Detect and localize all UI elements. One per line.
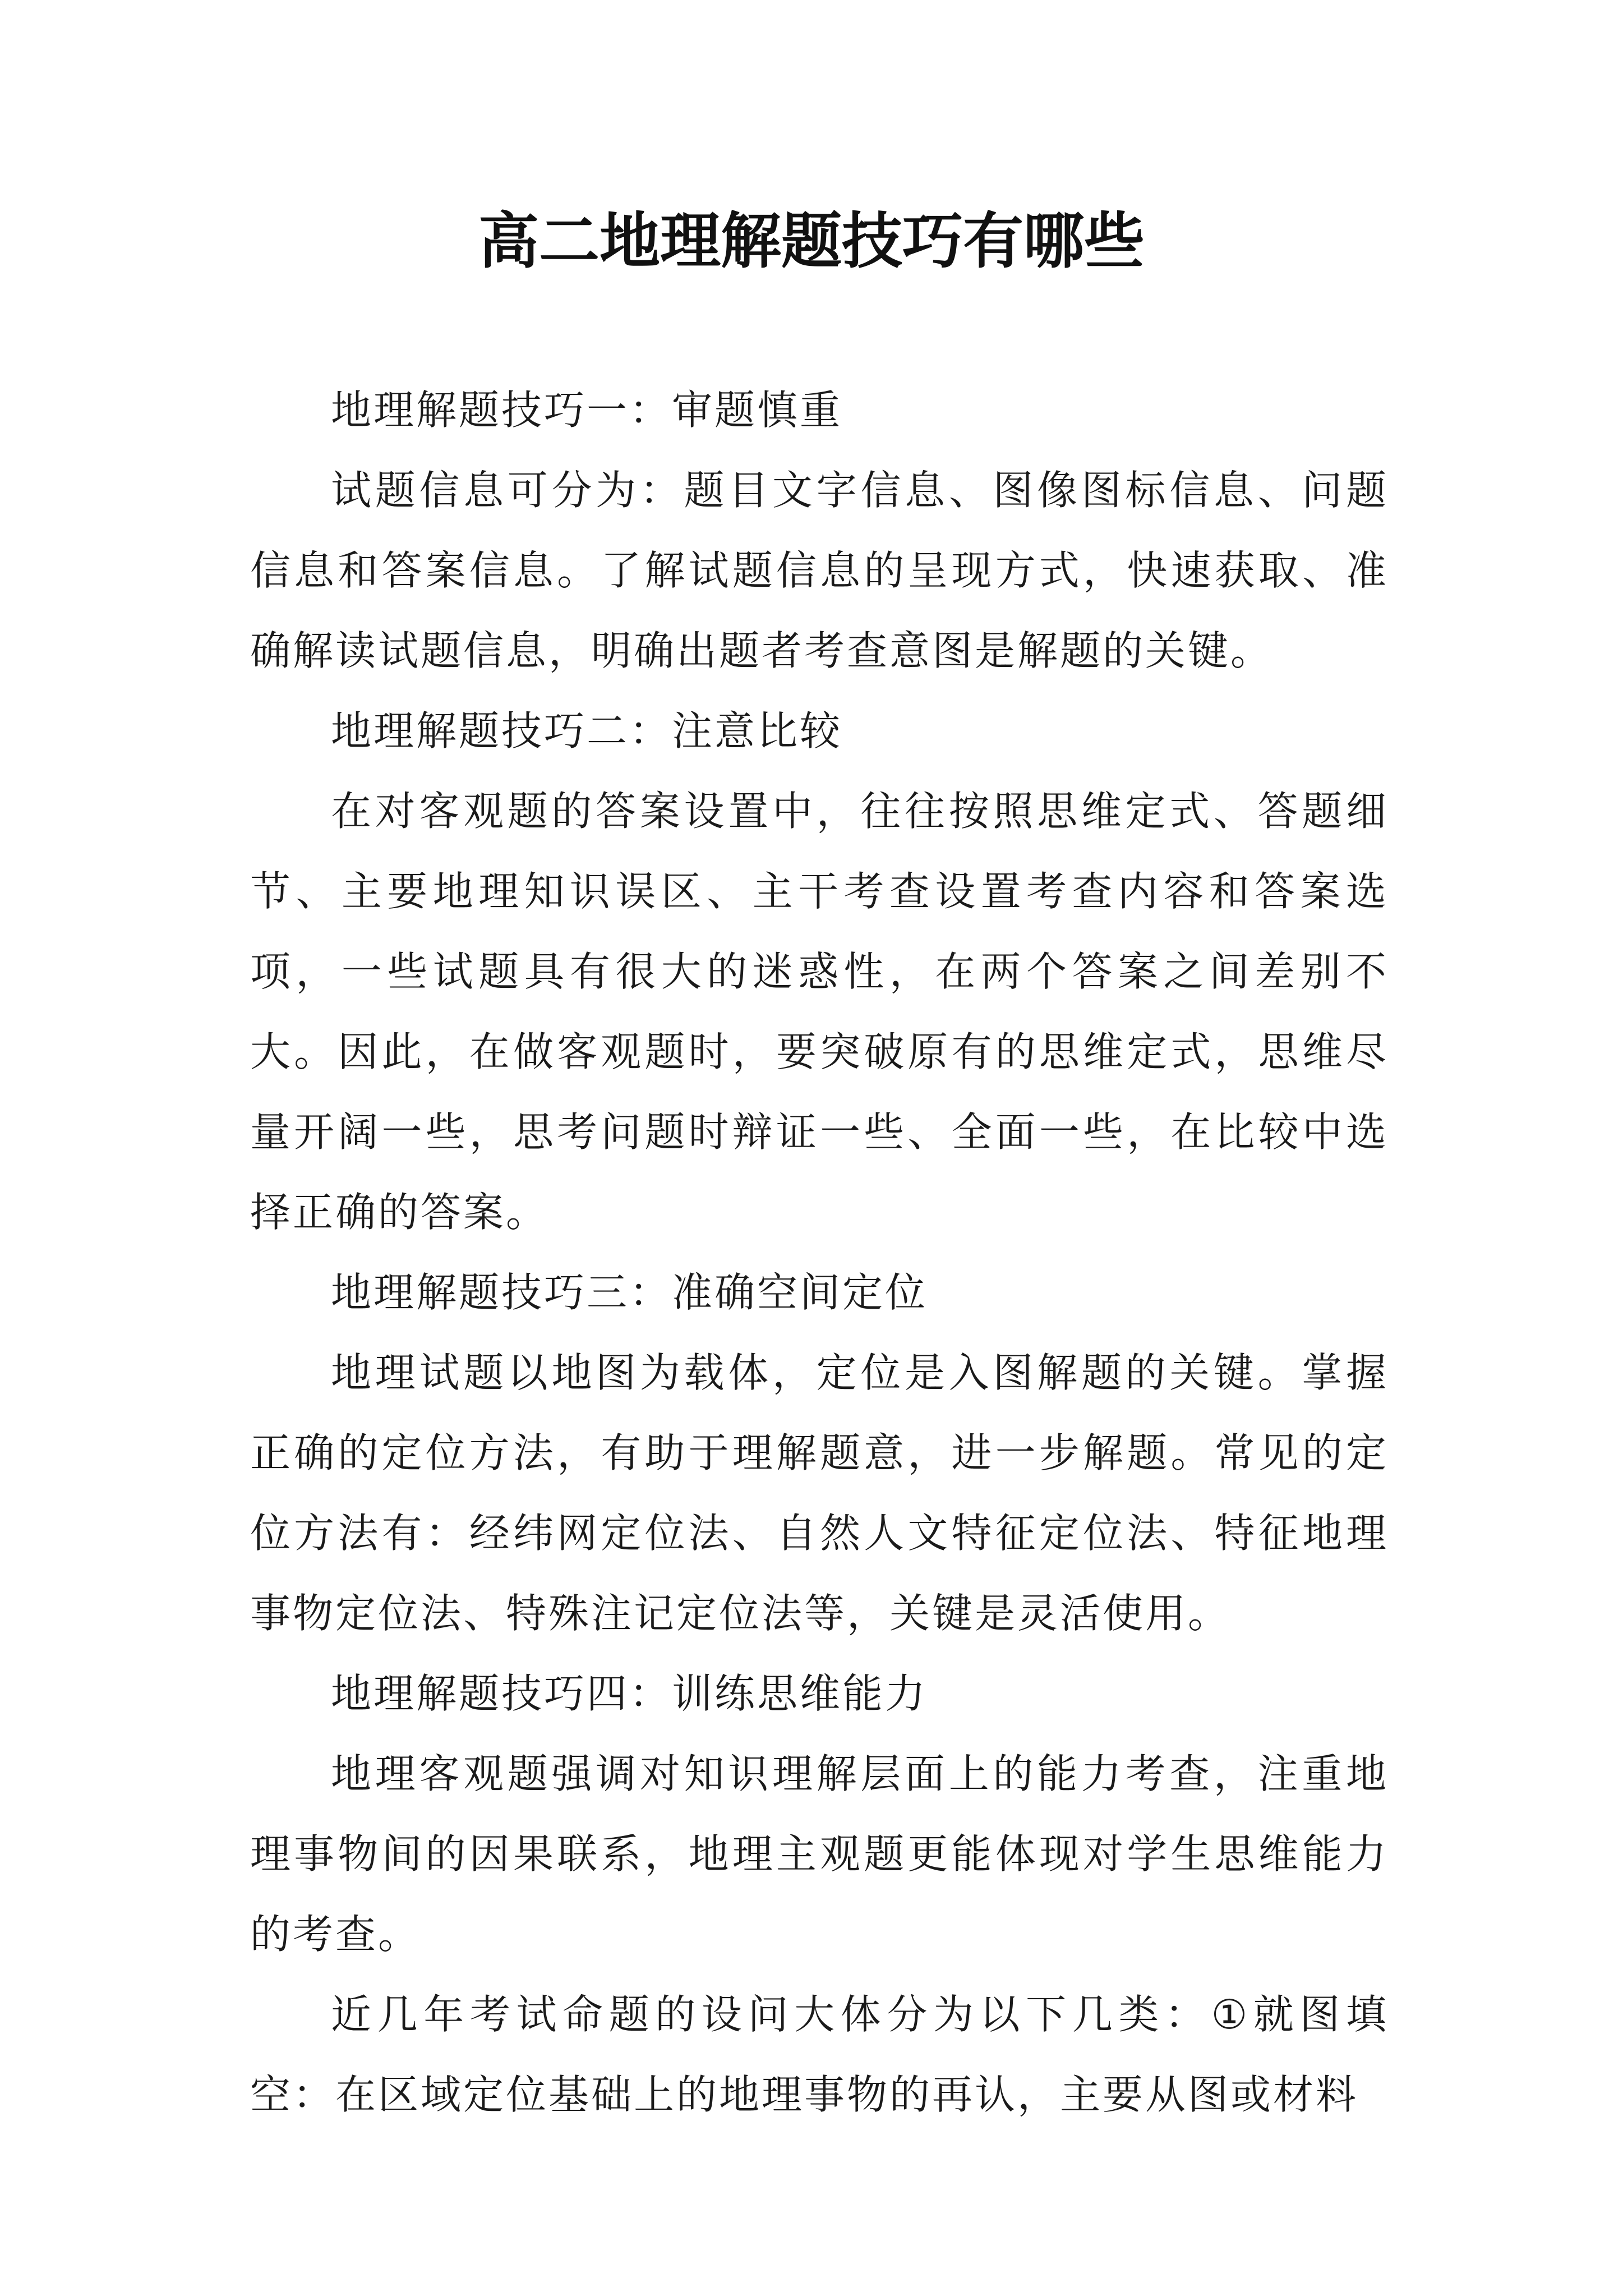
paragraph-1: 试题信息可分为：题目文字信息、图像图标信息、问题信息和答案信息。了解试题信息的呈现方式，快速获取、准确解读试题信息，明确出题者考查意图是解题的关键。 bbox=[250, 467, 1389, 674]
paragraph-3: 地理试题以地图为载体，定位是入图解题的关键。掌握正确的定位方法，有助于理解题意，进一步解题。常见的定位方法有：经纬网定位法、自然人文特征定位法、特征地理事物定位法、特殊注记定位法等，关键是灵活使用。 bbox=[250, 1349, 1389, 1637]
document-body bbox=[250, 370, 1389, 2135]
paragraph-4: 地理客观题强调对知识理解层面上的能力考查，注重地理事物间的因果联系，地理主观题更能体现对学生思维能力的考查。 bbox=[250, 1750, 1389, 1958]
document-title: 高二地理解题技巧有哪些 bbox=[478, 206, 1145, 277]
section-heading-4: 地理解题技巧四：训练思维能力 bbox=[331, 1670, 928, 1717]
section-heading-3: 地理解题技巧三：准确空间定位 bbox=[331, 1269, 928, 1316]
section-heading-1: 地理解题技巧一：审题慎重 bbox=[331, 386, 843, 434]
section-heading-2: 地理解题技巧二：注意比较 bbox=[331, 707, 843, 754]
paragraph-2: 在对客观题的答案设置中，往往按照思维定式、答题细节、主要地理知识误区、主干考查设置考查内容和答案选项，一些试题具有很大的迷惑性，在两个答案之间差别不大。因此，在做客观题时，要突破原有的思维定式，思维尽量开阔一些，思考问题时辩证一些、全面一些，在比较中选择正确的答案。 bbox=[250, 788, 1389, 1236]
paragraph-5: 近几年考试命题的设问大体分为以下几类：①就图填空：在区域定位基础上的地理事物的再认，主要从图或材料 bbox=[250, 1991, 1389, 2118]
